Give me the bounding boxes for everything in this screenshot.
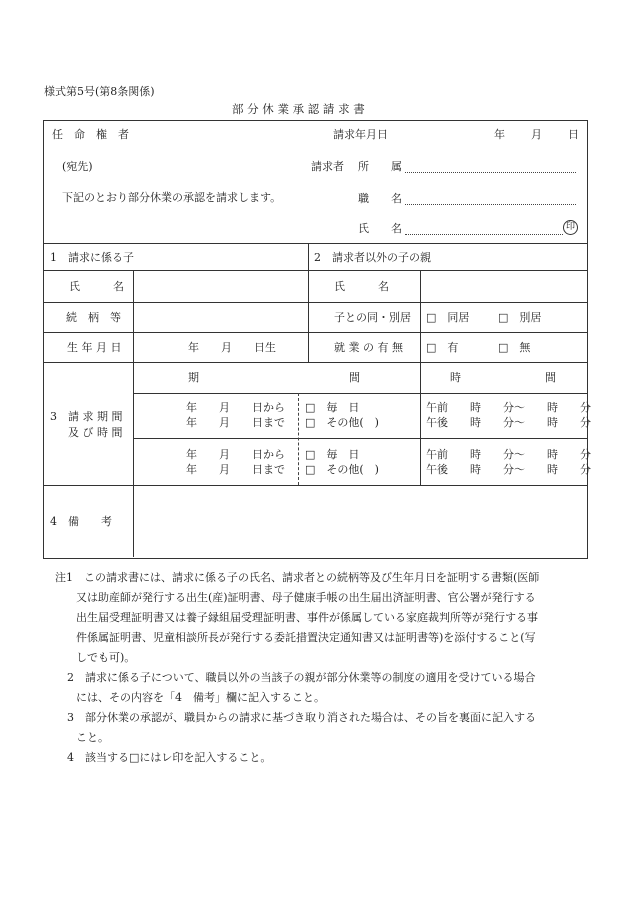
date-year: 年 — [494, 128, 505, 141]
other-checkbox[interactable]: □ その他( ) — [305, 416, 379, 429]
rule — [420, 270, 421, 485]
rule — [44, 302, 587, 303]
rule — [44, 243, 587, 244]
name-label: 氏 名 — [358, 222, 402, 235]
request-statement: 下記のとおり部分休業の承認を請求します。 — [62, 191, 282, 204]
rule — [308, 243, 309, 362]
position-field[interactable] — [405, 204, 576, 205]
period-until[interactable]: 年 月 日まで — [186, 416, 285, 429]
parent-employment-label: 就 業 の 有 無 — [334, 341, 403, 354]
note-line: こと。 — [76, 731, 109, 744]
name-field[interactable] — [405, 234, 563, 235]
employment-checkbox-yes[interactable]: □ 有 — [426, 341, 459, 354]
employment-checkbox-no[interactable]: □ 無 — [498, 341, 531, 354]
form-number: 様式第5号(第8条関係) — [44, 85, 155, 98]
note-line: には、その内容を「4 備考」欄に記入すること。 — [76, 691, 325, 704]
requester-label: 請求者 — [311, 160, 344, 173]
pm-time[interactable]: 午後 時 分〜 時 分 — [426, 463, 591, 476]
rule — [44, 362, 587, 363]
seal-mark: 印 — [563, 220, 578, 235]
period-until[interactable]: 年 月 日まで — [186, 463, 285, 476]
am-time[interactable]: 午前 時 分〜 時 分 — [426, 401, 591, 414]
addressee: (宛先) — [62, 160, 93, 173]
rule — [133, 393, 587, 394]
section-period-line1: 3 請 求 期 間 — [50, 410, 123, 423]
rule — [44, 485, 587, 486]
date-month: 月 — [531, 128, 542, 141]
note-line: 又は助産師が発行する出生(産)証明書、母子健康手帳の出生届出済証明書、官公署が発行する — [76, 591, 536, 604]
pm-time[interactable]: 午後 時 分〜 時 分 — [426, 416, 591, 429]
cohabit-checkbox-separate[interactable]: □ 別居 — [498, 311, 542, 324]
request-date-label: 請求年月日 — [333, 128, 388, 141]
affiliation-label: 所 属 — [358, 160, 402, 173]
section-child: 1 請求に係る子 — [50, 251, 134, 264]
cohabit-checkbox-together[interactable]: □ 同居 — [426, 311, 470, 324]
note-line: 2 請求に係る子について、職員以外の当該子の親が部分休業等の制度の適用を受けている場合 — [67, 671, 536, 684]
other-checkbox[interactable]: □ その他( ) — [305, 463, 379, 476]
form-title: 部 分 休 業 承 認 請 求 書 — [232, 102, 365, 116]
note-line: しでも可)。 — [76, 651, 136, 664]
date-day: 日 — [568, 128, 579, 141]
note-line: 注1 この請求書には、請求に係る子の氏名、請求者との続柄等及び生年月日を証明する書類(医師 — [55, 571, 540, 584]
rule — [44, 332, 587, 333]
child-birth-value[interactable]: 年 月 日生 — [188, 341, 276, 354]
rule — [298, 393, 299, 485]
parent-name-label: 氏 名 — [334, 280, 389, 293]
period-header-b: 間 — [349, 371, 360, 384]
note-line: 3 部分休業の承認が、職員からの請求に基づき取り消された場合は、その旨を裏面に記入する — [67, 711, 536, 724]
period-from[interactable]: 年 月 日から — [186, 448, 285, 461]
position-label: 職 名 — [358, 192, 402, 205]
child-birth-label: 生 年 月 日 — [67, 341, 122, 354]
rule — [44, 270, 587, 271]
section-remarks: 4 備 考 — [50, 515, 112, 528]
period-from[interactable]: 年 月 日から — [186, 401, 285, 414]
section-period-line2: 及 び 時 間 — [68, 426, 123, 439]
child-name-label: 氏 名 — [69, 280, 124, 293]
period-header-a: 期 — [188, 371, 199, 384]
note-line: 4 該当する□にはレ印を記入すること。 — [67, 751, 272, 764]
parent-cohabit-label: 子との同・別居 — [334, 311, 411, 324]
rule — [133, 270, 134, 557]
time-header-b: 間 — [545, 371, 556, 384]
rule — [133, 438, 587, 439]
am-time[interactable]: 午前 時 分〜 時 分 — [426, 448, 591, 461]
daily-checkbox[interactable]: □ 毎 日 — [305, 401, 360, 414]
note-line: 件係属証明書、児童相談所長が発行する委託措置決定通知書又は証明書等)を添付すること(写 — [76, 631, 536, 644]
affiliation-field[interactable] — [405, 172, 576, 173]
daily-checkbox[interactable]: □ 毎 日 — [305, 448, 360, 461]
time-header-a: 時 — [450, 371, 461, 384]
appointer-label: 任 命 権 者 — [52, 128, 129, 141]
remarks-field[interactable] — [140, 492, 580, 552]
section-other-parent: 2 請求者以外の子の親 — [314, 251, 431, 264]
child-relation-label: 続 柄 等 — [66, 311, 121, 324]
note-line: 出生届受理証明書又は養子縁組届受理証明書、事件が係属している家庭裁判所等が発行する事 — [76, 611, 538, 624]
